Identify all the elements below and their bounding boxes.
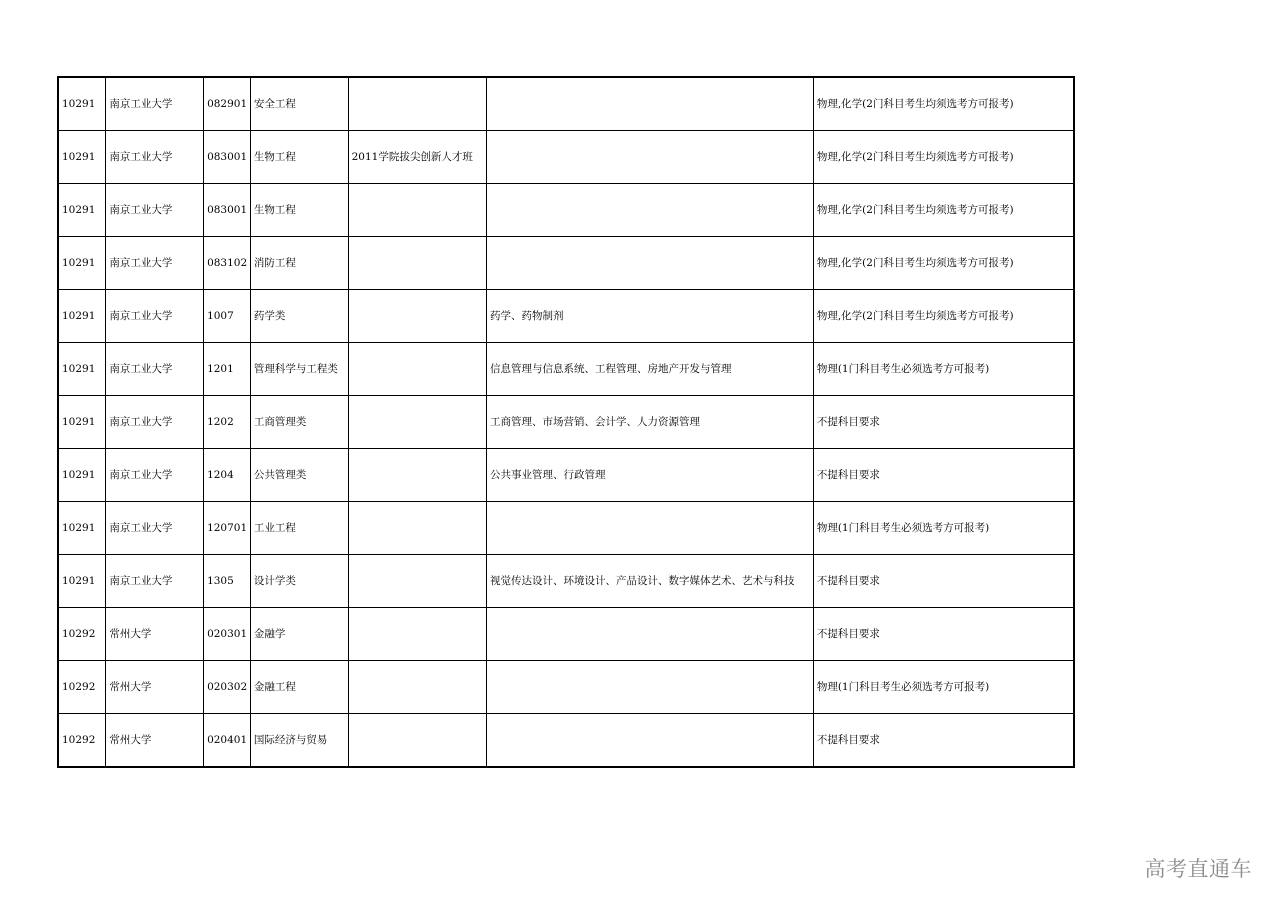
major-name-cell: 设计学类 bbox=[250, 555, 348, 608]
major-scope-cell: 公共事业管理、行政管理 bbox=[487, 449, 814, 502]
table-body bbox=[58, 77, 1074, 767]
major-scope-cell bbox=[487, 714, 814, 768]
major-scope-cell: 信息管理与信息系统、工程管理、房地产开发与管理 bbox=[487, 343, 814, 396]
note-cell bbox=[348, 396, 486, 449]
school-code-cell: 10292 bbox=[58, 714, 106, 768]
subject-requirement-cell: 物理,化学(2门科目考生均须选考方可报考) bbox=[813, 77, 1074, 131]
note-cell bbox=[348, 77, 486, 131]
table-row bbox=[58, 449, 1074, 502]
major-code-cell: 020401 bbox=[204, 714, 251, 768]
major-code-cell: 1202 bbox=[204, 396, 251, 449]
major-name-cell: 公共管理类 bbox=[250, 449, 348, 502]
note-cell bbox=[348, 608, 486, 661]
major-code-cell: 1007 bbox=[204, 290, 251, 343]
school-name-cell: 南京工业大学 bbox=[106, 449, 204, 502]
major-code-cell: 020302 bbox=[204, 661, 251, 714]
school-name-cell: 常州大学 bbox=[106, 661, 204, 714]
school-name-cell: 南京工业大学 bbox=[106, 131, 204, 184]
subject-requirements-table bbox=[57, 76, 1075, 768]
school-code-cell: 10292 bbox=[58, 661, 106, 714]
major-name-cell: 生物工程 bbox=[250, 184, 348, 237]
major-code-cell: 082901 bbox=[204, 77, 251, 131]
watermark-logo-text: 高考直通车 bbox=[1144, 857, 1252, 881]
major-code-cell: 1305 bbox=[204, 555, 251, 608]
school-name-cell: 南京工业大学 bbox=[106, 343, 204, 396]
major-code-cell: 1201 bbox=[204, 343, 251, 396]
subject-requirement-cell: 不提科目要求 bbox=[813, 555, 1074, 608]
major-name-cell: 药学类 bbox=[250, 290, 348, 343]
note-cell bbox=[348, 237, 486, 290]
major-scope-cell: 药学、药物制剂 bbox=[487, 290, 814, 343]
note-cell bbox=[348, 714, 486, 768]
major-scope-cell bbox=[487, 184, 814, 237]
school-name-cell: 常州大学 bbox=[106, 608, 204, 661]
table-row bbox=[58, 714, 1074, 768]
major-name-cell: 生物工程 bbox=[250, 131, 348, 184]
subject-requirement-cell: 物理(1门科目考生必须选考方可报考) bbox=[813, 343, 1074, 396]
note-cell bbox=[348, 184, 486, 237]
major-scope-cell bbox=[487, 237, 814, 290]
school-name-cell: 南京工业大学 bbox=[106, 77, 204, 131]
major-code-cell: 120701 bbox=[204, 502, 251, 555]
school-code-cell: 10291 bbox=[58, 449, 106, 502]
school-code-cell: 10291 bbox=[58, 237, 106, 290]
major-code-cell: 083102 bbox=[204, 237, 251, 290]
subject-requirement-cell: 物理(1门科目考生必须选考方可报考) bbox=[813, 502, 1074, 555]
major-scope-cell: 工商管理、市场营销、会计学、人力资源管理 bbox=[487, 396, 814, 449]
subject-requirement-cell: 物理,化学(2门科目考生均须选考方可报考) bbox=[813, 131, 1074, 184]
major-code-cell: 083001 bbox=[204, 184, 251, 237]
major-name-cell: 国际经济与贸易 bbox=[250, 714, 348, 768]
major-scope-cell bbox=[487, 608, 814, 661]
table-row bbox=[58, 77, 1074, 131]
major-scope-cell bbox=[487, 661, 814, 714]
school-code-cell: 10291 bbox=[58, 131, 106, 184]
school-name-cell: 南京工业大学 bbox=[106, 184, 204, 237]
major-code-cell: 083001 bbox=[204, 131, 251, 184]
table-row bbox=[58, 608, 1074, 661]
major-name-cell: 工商管理类 bbox=[250, 396, 348, 449]
major-name-cell: 消防工程 bbox=[250, 237, 348, 290]
subject-requirement-cell: 不提科目要求 bbox=[813, 714, 1074, 768]
school-code-cell: 10291 bbox=[58, 555, 106, 608]
note-cell bbox=[348, 290, 486, 343]
subject-requirement-cell: 物理,化学(2门科目考生均须选考方可报考) bbox=[813, 237, 1074, 290]
major-name-cell: 金融工程 bbox=[250, 661, 348, 714]
note-cell: 2011学院拔尖创新人才班 bbox=[348, 131, 486, 184]
note-cell bbox=[348, 661, 486, 714]
school-code-cell: 10291 bbox=[58, 184, 106, 237]
note-cell bbox=[348, 555, 486, 608]
major-scope-cell bbox=[487, 131, 814, 184]
table-row bbox=[58, 502, 1074, 555]
subject-requirement-cell: 物理,化学(2门科目考生均须选考方可报考) bbox=[813, 290, 1074, 343]
school-code-cell: 10291 bbox=[58, 343, 106, 396]
major-name-cell: 工业工程 bbox=[250, 502, 348, 555]
school-code-cell: 10291 bbox=[58, 77, 106, 131]
school-code-cell: 10291 bbox=[58, 290, 106, 343]
major-name-cell: 管理科学与工程类 bbox=[250, 343, 348, 396]
school-code-cell: 10292 bbox=[58, 608, 106, 661]
table-row bbox=[58, 290, 1074, 343]
subject-requirement-cell: 不提科目要求 bbox=[813, 608, 1074, 661]
note-cell bbox=[348, 343, 486, 396]
table-row bbox=[58, 396, 1074, 449]
table-row bbox=[58, 661, 1074, 714]
subject-requirement-cell: 物理(1门科目考生必须选考方可报考) bbox=[813, 661, 1074, 714]
subject-requirement-cell: 不提科目要求 bbox=[813, 396, 1074, 449]
school-name-cell: 南京工业大学 bbox=[106, 502, 204, 555]
note-cell bbox=[348, 502, 486, 555]
table-row bbox=[58, 184, 1074, 237]
subject-requirement-cell: 物理,化学(2门科目考生均须选考方可报考) bbox=[813, 184, 1074, 237]
major-name-cell: 安全工程 bbox=[250, 77, 348, 131]
subject-requirement-cell: 不提科目要求 bbox=[813, 449, 1074, 502]
major-code-cell: 1204 bbox=[204, 449, 251, 502]
table-row bbox=[58, 343, 1074, 396]
school-code-cell: 10291 bbox=[58, 502, 106, 555]
school-name-cell: 南京工业大学 bbox=[106, 237, 204, 290]
major-scope-cell bbox=[487, 77, 814, 131]
major-scope-cell: 视觉传达设计、环境设计、产品设计、数字媒体艺术、艺术与科技 bbox=[487, 555, 814, 608]
school-name-cell: 南京工业大学 bbox=[106, 555, 204, 608]
table-row bbox=[58, 555, 1074, 608]
school-name-cell: 南京工业大学 bbox=[106, 290, 204, 343]
major-code-cell: 020301 bbox=[204, 608, 251, 661]
major-scope-cell bbox=[487, 502, 814, 555]
major-name-cell: 金融学 bbox=[250, 608, 348, 661]
table-row bbox=[58, 237, 1074, 290]
school-name-cell: 常州大学 bbox=[106, 714, 204, 768]
school-code-cell: 10291 bbox=[58, 396, 106, 449]
table-row bbox=[58, 131, 1074, 184]
note-cell bbox=[348, 449, 486, 502]
school-name-cell: 南京工业大学 bbox=[106, 396, 204, 449]
